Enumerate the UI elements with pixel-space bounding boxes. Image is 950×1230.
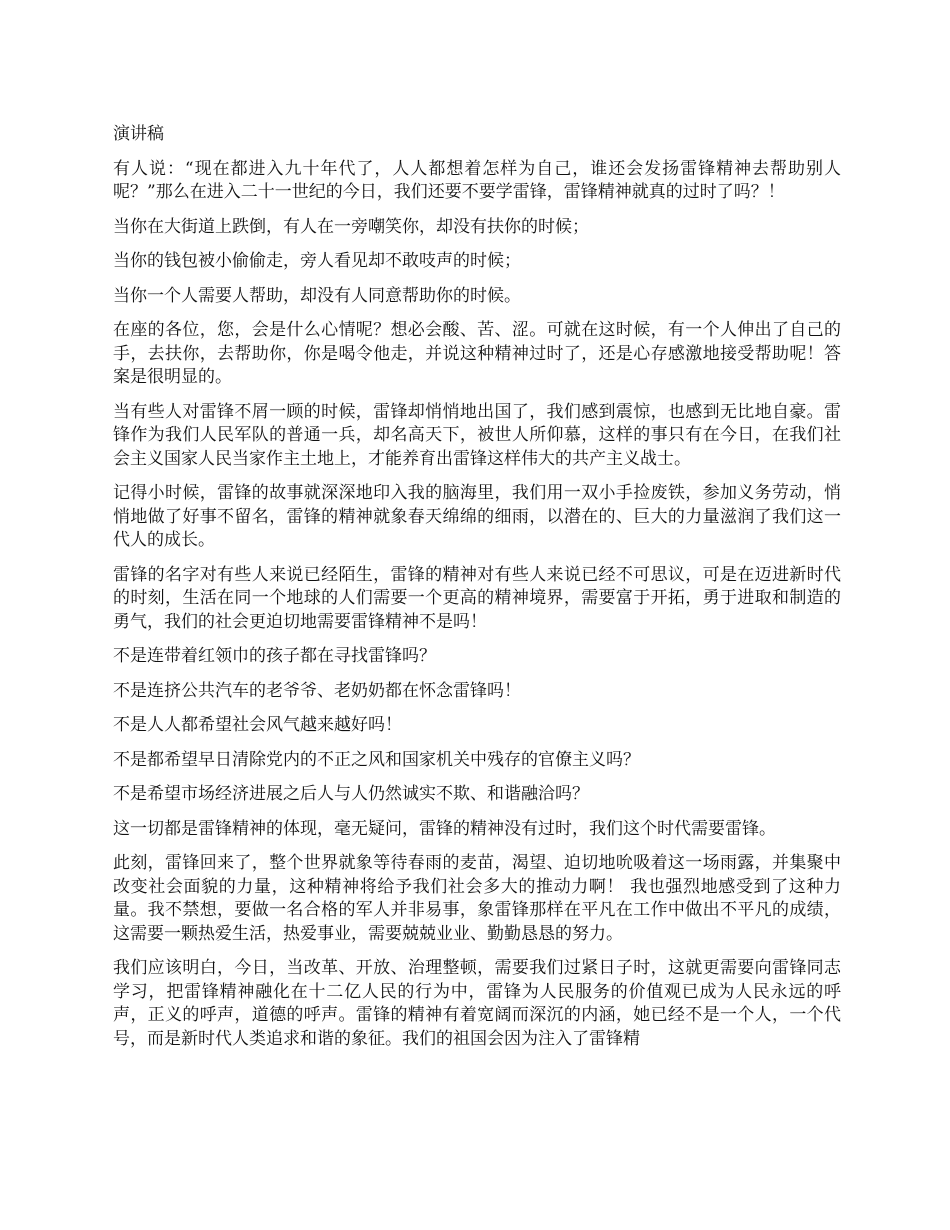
- paragraph: 当你在大街道上跌倒，有人在一旁嘲笑你，却没有扶你的时候；: [113, 216, 589, 237]
- paragraph: 此刻，雷锋回来了，整个世界就象等待春雨的麦苗，渴望、迫切地吮吸着这一场雨露，并集聚中改变社会面貌的力量，这种精神将给予我们社会多大的推动力啊！ 我也强烈地感受到了这种力量。我不禁想，要做一名合格的军人并非易事，象雷锋那样在平凡在工作中做出不平凡的成绩，这需要一颗热爱生活，热爱事业，需要兢兢业业、勤勤恳恳的努力。: [113, 853, 841, 944]
- paragraph: 当你的钱包被小偷偷走，旁人看见却不敢吱声的时候；: [113, 251, 521, 271]
- paragraph: 不是人人都希望社会风气越来越好吗！: [113, 715, 402, 735]
- paragraph: 不是都希望早日清除党内的不正之风和国家机关中残存的官僚主义吗？: [113, 749, 640, 770]
- paragraph: 不是连挤公共汽车的老爷爷、老奶奶都在怀念雷锋吗！: [113, 680, 521, 701]
- paragraph: 我们应该明白，今日，当改革、开放、治理整顿，需要我们过紧日子时，这就更需要向雷锋同志学习，把雷锋精神融化在十二亿人民的行为中，雷锋为人民服务的价值观已成为人民永远的呼声，正义的呼声，道德的呼声。雷锋的精神有着宽阔而深沉的内涵，她已经不是一个人，一个代号，而是新时代人类追求和谐的象征。我们的祖国会因为注入了雷锋精: [113, 958, 841, 1049]
- paragraph: 当你一个人需要人帮助，却没有人同意帮助你的时候。: [113, 285, 521, 306]
- paragraph: 雷锋的名字对有些人来说已经陌生，雷锋的精神对有些人来说已经不可思议，可是在迈进新时代的时刻，生活在同一个地球的人们需要一个更高的精神境界，需要富于开拓，勇于进取和制造的勇气，我们的社会更迫切地需要雷锋精神不是吗！: [113, 564, 841, 632]
- paragraph: 记得小时候，雷锋的故事就深深地印入我的脑海里，我们用一双小手捡废铁，参加义务劳动，悄悄地做了好事不留名，雷锋的精神就象春天绵绵的细雨，以潜在的、巨大的力量滋润了我们这一代人的成长。: [113, 483, 841, 550]
- paragraph: 不是连带着红领巾的孩子都在寻找雷锋吗？: [113, 646, 436, 666]
- paragraph: 在座的各位，您，会是什么心情呢？想必会酸、苦、涩。可就在这时候，有一个人伸出了自己的手，去扶你，去帮助你，你是喝令他走，并说这种精神过时了，还是心存感激地接受帮助呢！答案是很明显的。: [113, 320, 841, 387]
- paragraph: 不是希望市场经济进展之后人与人仍然诚实不欺、和谐融洽吗？: [113, 784, 589, 804]
- paragraph: 有人说：“现在都进入九十年代了，人人都想着怎样为自己，谁还会发扬雷锋精神去帮助别人呢？”那么在进入二十一世纪的今日，我们还要不要学雷锋，雷锋精神就真的过时了吗？！: [113, 158, 841, 202]
- document-title: 演讲稿: [113, 124, 164, 144]
- paragraph: 这一切都是雷锋精神的体现，毫无疑问，雷锋的精神没有过时，我们这个时代需要雷锋。: [113, 818, 776, 839]
- document-page: [113, 123, 841, 1062]
- paragraph: 当有些人对雷锋不屑一顾的时候，雷锋却悄悄地出国了，我们感到震惊，也感到无比地自豪。雷锋作为我们人民军队的普通一兵，却名高天下，被世人所仰慕，这样的事只有在今日，在我们社会主义国家人民当家作主土地上，才能养育出雷锋这样伟大的共产主义战士。: [113, 401, 841, 469]
